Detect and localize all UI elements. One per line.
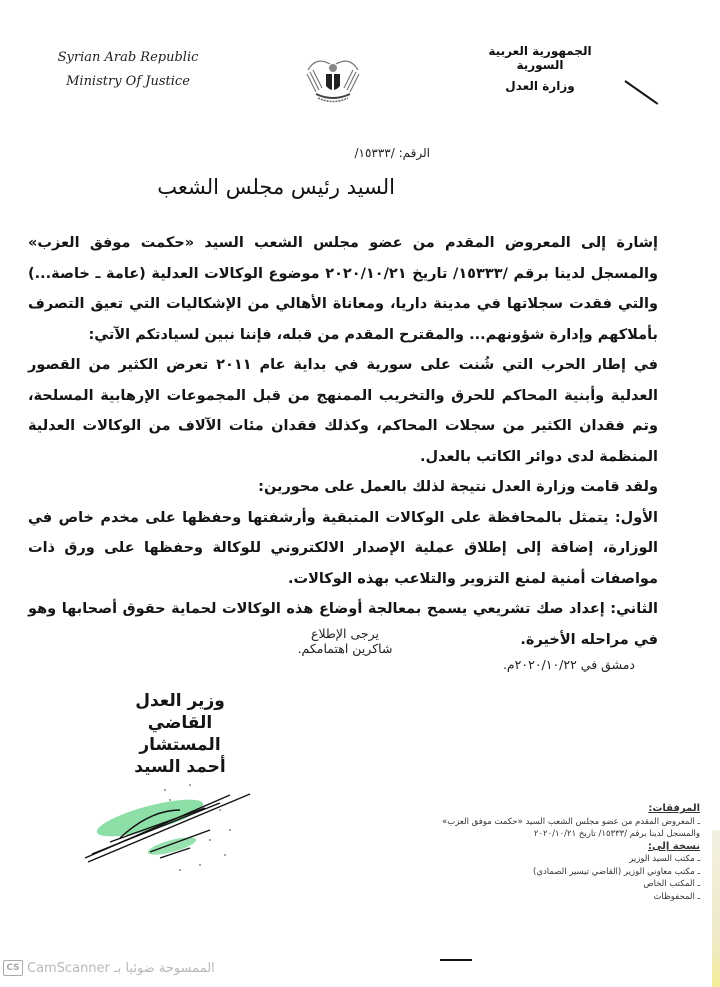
pen-mark [440,959,472,961]
syrian-eagle-emblem-icon [302,48,364,114]
camscanner-logo-icon: CS [3,960,23,976]
signer-title: وزير العدل [135,691,225,711]
english-header-country: Syrian Arab Republic [57,50,199,65]
pen-mark [624,80,658,105]
attachment-item: ـ المعروض المقدم من عضو مجلس الشعب السيد «حكمت موفق العزب» [442,816,700,827]
attachments-heading: المرفقات: [648,803,700,814]
letter-body [28,228,658,655]
reference-label: الرقم: [398,146,430,160]
body-paragraph-context: في إطار الحرب التي شُنت على سورية في بداية عام ٢٠١١ تعرض الكثير من القصور العدلية وأبنية المحاكم للحرق والتخريب الممنهج من قبل المجموعات الإرهابية المسلحة، وتم فقدان الكثير من سجلات المحاكم، وكذلك فقدان مئات الآلاف من الوكالات العدلية المنظمة لدى دوائر الكاتب بالعدل. [28,357,659,465]
copy-to-item: ـ المحفوظات [653,891,700,902]
english-header-ministry: Ministry Of Justice [66,74,190,89]
attachments-section [370,803,700,903]
letter-date: دمشق في ٢٠٢٠/١٠/٢٢م. [502,657,635,672]
closing-line-1: يرجى الإطلاع [311,626,379,641]
handwritten-signature [80,770,280,880]
watermark-arabic: الممسوحة ضوئيا بـ [113,960,215,976]
arabic-header-country: الجمهورية العربية السورية [488,44,592,72]
arabic-header-ministry: وزارة العدل [505,79,575,93]
signer-rank: القاضي المستشار [139,713,221,755]
watermark-brand: CamScanner [27,960,110,976]
closing-remarks [285,626,405,656]
body-paragraph-axes: ولقد قامت وزارة العدل نتيجة لذلك بالعمل على محورين: [258,479,658,495]
body-paragraph-second: الثاني: إعداد صك تشريعي يسمح بمعالجة أوضاع هذه الوكالات لحماية حقوق أصحابها وهو في مراحله الأخيرة. [28,601,658,648]
signer-name: أحمد السيد [134,757,226,777]
page-edge [712,830,720,987]
addressee-title: السيد رئيس مجلس الشعب [157,175,395,199]
closing-line-2: شاكرين اهتمامكم. [297,641,393,656]
body-paragraph-intro: إشارة إلى المعروض المقدم من عضو مجلس الشعب السيد «حكمت موفق العزب» والمسجل لدينا برقم /١٥٣٣٣/ تاريخ ٢٠٢٠/١٠/٢١ موضوع الوكالات العدلية (عامة ـ خاصة...) والتي فقدت سجلاتها في مدينة داريا، ومعاناة الأهالي من الإشكاليات التي تعيق التصرف بأملاكهم وإدارة شؤونهم... والمقترح المقدم من قبله، فإننا نبين لسيادتكم الآتي: [28,235,658,343]
copy-to-item: ـ مكتب معاوني الوزير (القاضي تيسير الصمادي) [533,866,700,877]
body-paragraph-first: الأول: يتمثل بالمحافظة على الوكالات المتبقية وأرشفتها وحفظها على مخدم خاص في الوزارة، إضافة إلى إطلاق عملية الإصدار الالكتروني للوكالة وحفظها على ورق ذات مواصفات أمنية لمنع التزوير والتلاعب بهذه الوكالات. [28,509,658,587]
reference-number [354,146,430,160]
copy-to-heading: نسخة إلى: [648,840,700,852]
camscanner-watermark [3,960,215,976]
reference-value: /١٥٣٣٣/ [354,146,395,160]
signature-block [105,690,255,778]
attachment-item: والمسجل لدينا برقم /١٥٣٣٣/ تاريخ ٢٠٢٠/١٠/٢١ [533,829,700,839]
copy-to-item: ـ مكتب السيد الوزير [629,854,700,864]
english-header [28,50,228,89]
arabic-header [465,44,615,93]
copy-to-item: ـ المكتب الخاص [643,879,700,889]
